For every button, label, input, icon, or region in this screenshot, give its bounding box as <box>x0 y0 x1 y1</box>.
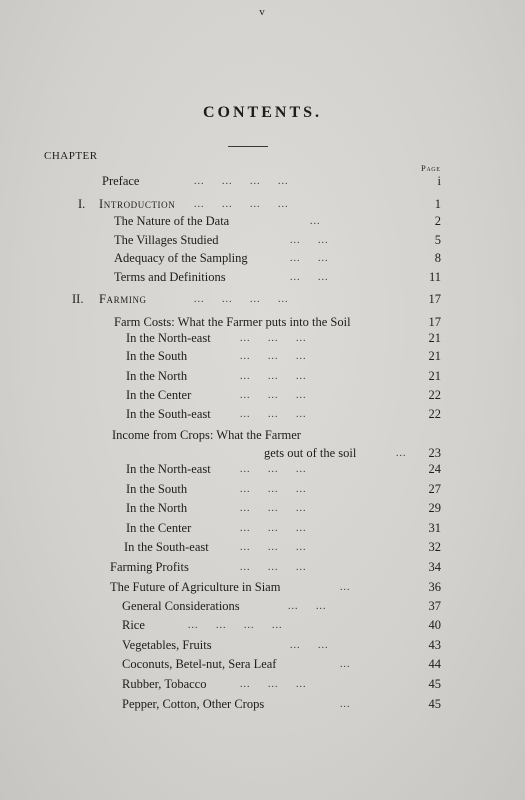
page-number: 36 <box>428 580 441 594</box>
entry-title: Coconuts, Betel-nut, Sera Leaf <box>122 657 277 671</box>
leader-dots: ... ... <box>290 253 329 264</box>
page-number: 45 <box>428 677 441 691</box>
page-number: 1 <box>434 197 441 211</box>
entry-title: gets out of the soil <box>264 446 357 460</box>
title-rule <box>228 146 268 147</box>
leader-dots: ... ... <box>290 235 329 246</box>
page-number: 17 <box>428 292 441 306</box>
page-number: 21 <box>428 349 441 363</box>
entry-title: In the Center <box>126 521 192 535</box>
page-number: 21 <box>428 331 441 345</box>
leader-dots: ... <box>340 659 351 670</box>
entry-title: In the North-east <box>126 331 211 345</box>
page-folio: v <box>259 6 266 18</box>
leader-dots: ... ... ... ... <box>188 620 283 631</box>
entry-title: Farming Profits <box>110 560 189 574</box>
chapter-number: II. <box>72 292 84 306</box>
leader-dots: ... ... ... <box>240 464 307 475</box>
entry-title: General Considerations <box>122 599 240 613</box>
leader-dots: ... ... <box>290 272 329 283</box>
leader-dots: ... ... ... <box>240 679 307 690</box>
leader-dots: ... ... ... <box>240 562 307 573</box>
entry-title: Farm Costs: What the Farmer puts into the Soil <box>114 315 351 329</box>
contents-title: CONTENTS. <box>202 104 323 121</box>
page-number: 11 <box>428 270 441 284</box>
page-number: 31 <box>428 521 441 535</box>
entry-title: Rubber, Tobacco <box>122 677 207 691</box>
page-number: 23 <box>428 446 441 460</box>
leader-dots: ... <box>340 582 351 593</box>
page-number: i <box>437 174 441 188</box>
entry-title: Terms and Definitions <box>114 270 226 284</box>
page-number: 37 <box>428 599 441 613</box>
entry-title: Income from Crops: What the Farmer <box>112 428 301 442</box>
page-number: 27 <box>428 482 441 496</box>
leader-dots: ... <box>340 699 351 710</box>
entry-title: In the South <box>126 349 188 363</box>
page-number: 8 <box>434 251 441 265</box>
page-number: 22 <box>428 407 441 421</box>
entry-title: Pepper, Cotton, Other Crops <box>122 697 265 711</box>
page-number: 43 <box>428 638 441 652</box>
page-number: 22 <box>428 388 441 402</box>
entry-title: The Future of Agriculture in Siam <box>110 580 281 594</box>
chapter-number: I. <box>78 197 86 211</box>
leader-dots: ... ... ... <box>240 523 307 534</box>
leader-dots: ... ... ... ... <box>194 294 289 305</box>
leader-dots: ... ... ... <box>240 371 307 382</box>
page-number: 21 <box>428 369 441 383</box>
entry-title: Preface <box>102 174 140 188</box>
page-number: 45 <box>428 697 441 711</box>
entry-title: In the South-east <box>126 407 211 421</box>
entry-title: In the North <box>126 501 188 515</box>
page-column-label: Page <box>421 163 441 173</box>
leader-dots: ... ... ... <box>240 351 307 362</box>
leader-dots: ... ... ... <box>240 390 307 401</box>
leader-dots: ... <box>396 448 407 459</box>
entry-title: Farming <box>99 292 147 306</box>
page-number: 5 <box>434 233 441 247</box>
entry-title: The Nature of the Data <box>114 214 230 228</box>
leader-dots: ... ... <box>290 640 329 651</box>
page-number: 29 <box>428 501 441 515</box>
page-number: 34 <box>428 560 441 574</box>
entry-title: In the North <box>126 369 188 383</box>
entry-title: Introduction <box>99 197 176 211</box>
leader-dots: ... ... <box>288 601 327 612</box>
page-number: 40 <box>428 618 441 632</box>
leader-dots: ... ... ... <box>240 503 307 514</box>
leader-dots: ... ... ... <box>240 542 307 553</box>
leader-dots: ... ... ... <box>240 333 307 344</box>
page-number: 17 <box>428 315 441 329</box>
entry-title: Adequacy of the Sampling <box>114 251 248 265</box>
leader-dots: ... ... ... <box>240 409 307 420</box>
chapter-column-label: CHAPTER <box>44 150 98 162</box>
page-number: 24 <box>428 462 441 476</box>
entry-title: In the Center <box>126 388 192 402</box>
entry-title: In the South <box>126 482 188 496</box>
leader-dots: ... ... ... ... <box>194 199 289 210</box>
entry-title: In the North-east <box>126 462 211 476</box>
leader-dots: ... <box>310 216 321 227</box>
page-number: 44 <box>428 657 441 671</box>
entry-title: Vegetables, Fruits <box>122 638 212 652</box>
entry-title: In the South-east <box>124 540 209 554</box>
leader-dots: ... ... ... <box>240 484 307 495</box>
page-number: 32 <box>428 540 441 554</box>
leader-dots: ... ... ... ... <box>194 176 289 187</box>
entry-title: Rice <box>122 618 145 632</box>
page-number: 2 <box>434 214 441 228</box>
entry-title: The Villages Studied <box>114 233 219 247</box>
